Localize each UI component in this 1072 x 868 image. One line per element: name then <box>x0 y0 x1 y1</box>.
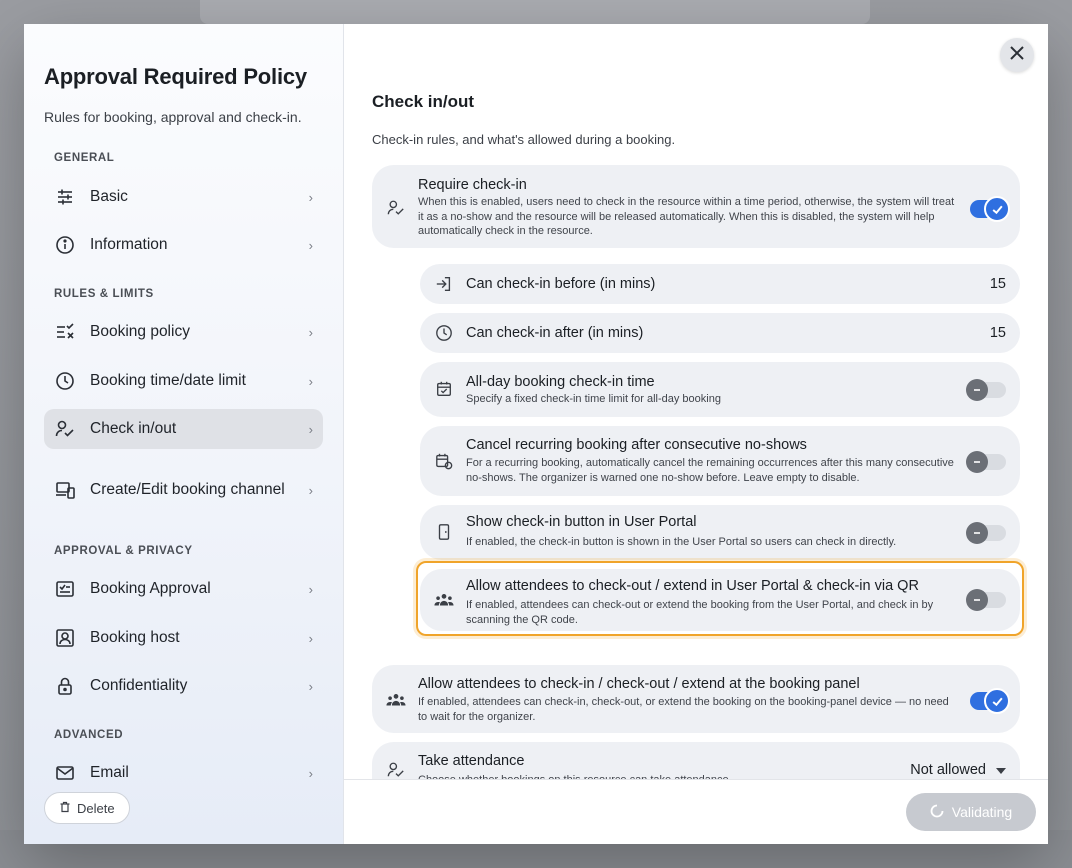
chevron-right-icon: › <box>308 678 313 694</box>
chevron-right-icon: › <box>308 765 313 781</box>
policy-subtitle: Rules for booking, approval and check-in. <box>44 109 302 125</box>
setting-show-check-in-button <box>420 505 1020 560</box>
sidebar-item-label: Check in/out <box>90 420 177 437</box>
page-title: Check in/out <box>372 92 475 111</box>
chevron-right-icon: › <box>308 581 313 597</box>
clock-icon <box>54 370 76 392</box>
policy-title: Approval Required Policy <box>44 64 307 89</box>
toggle-show-check-in-button[interactable] <box>970 525 1006 541</box>
setting-title: Can check-in before (in mins) <box>466 276 656 292</box>
calendar-repeat-icon <box>434 451 454 471</box>
sidebar-item-label: Email <box>90 764 129 781</box>
setting-check-in-after[interactable] <box>420 313 1020 353</box>
main-panel <box>344 24 1048 844</box>
delete-button[interactable] <box>44 792 130 824</box>
section-general: GENERAL <box>54 152 115 164</box>
sidebar-item-label: Confidentiality <box>90 677 188 694</box>
chevron-right-icon: › <box>308 373 313 389</box>
user-check-icon <box>386 760 406 780</box>
sidebar-item-booking-approval[interactable] <box>44 569 323 609</box>
section-approval-privacy: APPROVAL & PRIVACY <box>54 545 193 557</box>
setting-description: When this is enabled, users need to check in the resource within a time period, otherwise, the system will treat it as a no-show and the resource will be released automatically. When this is disabled, the system will help automatically check in the resource. <box>418 196 955 237</box>
attendance-select-value: Not allowed <box>910 762 986 778</box>
phone-icon <box>434 522 454 542</box>
setting-title: All-day booking check-in time <box>466 374 655 390</box>
chevron-right-icon: › <box>308 630 313 646</box>
page-description: Check-in rules, and what's allowed during a booking. <box>372 132 676 147</box>
setting-description: If enabled, attendees can check-out or extend the booking from the User Portal, and check in by scanning the QR code. <box>466 599 934 626</box>
setting-title: Allow attendees to check-out / extend in User Portal & check-in via QR <box>466 578 919 594</box>
sidebar <box>24 24 344 844</box>
setting-value[interactable]: 15 <box>989 276 1006 292</box>
background-search <box>200 0 870 24</box>
validating-label: Validating <box>951 804 1013 820</box>
chevron-right-icon: › <box>308 421 313 437</box>
sidebar-item-label: Basic <box>90 188 128 205</box>
modal-footer <box>344 779 1048 844</box>
sidebar-item-label: Booking host <box>90 629 180 646</box>
clock-icon <box>434 323 454 343</box>
sidebar-item-label: Booking policy <box>90 323 190 340</box>
sidebar-item-basic[interactable] <box>44 177 323 217</box>
sidebar-item-label: Booking time/date limit <box>90 372 246 389</box>
approval-icon <box>54 578 76 600</box>
setting-value[interactable]: 15 <box>989 325 1006 341</box>
sidebar-item-booking-policy[interactable] <box>44 312 323 352</box>
setting-all-day-check-in <box>420 362 1020 417</box>
delete-label: Delete <box>77 800 115 816</box>
settings-scroll-area[interactable] <box>344 24 1048 779</box>
trash-icon <box>59 801 71 816</box>
people-icon <box>386 690 406 710</box>
toggle-require-check-in[interactable] <box>970 200 1006 218</box>
toggle-all-day-check-in[interactable] <box>970 382 1006 398</box>
chevron-right-icon: › <box>308 189 313 205</box>
sidebar-item-information[interactable] <box>44 225 323 265</box>
toggle-attendees-booking-panel[interactable] <box>970 692 1006 710</box>
attendance-select[interactable] <box>910 762 1006 778</box>
setting-title: Take attendance <box>418 753 525 769</box>
section-advanced: ADVANCED <box>54 729 124 741</box>
info-icon <box>54 234 76 256</box>
setting-title: Can check-in after (in mins) <box>466 325 644 341</box>
sidebar-item-check-in-out[interactable] <box>44 409 323 449</box>
setting-description: If enabled, the check-in button is shown in the User Portal so users can check in directly. <box>466 536 897 548</box>
policy-modal <box>24 24 1048 844</box>
sidebar-item-label: Information <box>90 236 168 253</box>
section-rules-limits: RULES & LIMITS <box>54 288 154 300</box>
caret-down-icon <box>996 762 1006 778</box>
setting-title: Cancel recurring booking after consecutive no-shows <box>466 437 807 453</box>
devices-icon <box>54 479 76 501</box>
setting-title: Allow attendees to check-in / check-out / extend at the booking panel <box>418 676 860 692</box>
sidebar-item-confidentiality[interactable] <box>44 666 323 706</box>
user-check-icon <box>386 198 406 218</box>
toggle-cancel-recurring[interactable] <box>970 454 1006 470</box>
close-button[interactable] <box>1000 38 1034 72</box>
sidebar-item-booking-channel[interactable] <box>44 458 323 522</box>
setting-attendees-booking-panel <box>372 665 1020 733</box>
sidebar-item-label: Create/Edit booking channel <box>90 481 285 498</box>
setting-title: Require check-in <box>418 177 527 193</box>
mail-icon <box>54 762 76 784</box>
sidebar-item-email[interactable] <box>44 753 323 793</box>
user-check-icon <box>54 418 76 440</box>
close-icon <box>1009 45 1025 66</box>
spinner-icon <box>930 804 944 821</box>
setting-description: Specify a fixed check-in time limit for all-day booking <box>466 393 721 405</box>
host-icon <box>54 627 76 649</box>
setting-cancel-recurring <box>420 426 1020 496</box>
setting-check-in-before[interactable] <box>420 264 1020 304</box>
highlight-focus-ring <box>416 561 1024 636</box>
list-check-icon <box>54 321 76 343</box>
sidebar-item-booking-time[interactable] <box>44 361 323 401</box>
lock-icon <box>54 675 76 697</box>
chevron-right-icon: › <box>308 324 313 340</box>
calendar-check-icon <box>434 379 454 399</box>
sidebar-item-booking-host[interactable] <box>44 618 323 658</box>
validating-button[interactable] <box>906 793 1036 831</box>
sign-in-icon <box>434 274 454 294</box>
setting-description: If enabled, attendees can check-in, check-out, or extend the booking on the booking-panel device — no need to wait for the organizer. <box>418 696 949 723</box>
sidebar-item-label: Booking Approval <box>90 580 211 597</box>
setting-description: For a recurring booking, automatically cancel the remaining occurrences after this many consecutive no-shows. The organizer is warned one no-show before. Leave empty to disable. <box>466 457 954 484</box>
sliders-icon <box>54 186 76 208</box>
setting-require-check-in <box>372 165 1020 248</box>
chevron-right-icon: › <box>308 482 313 498</box>
chevron-right-icon: › <box>308 237 313 253</box>
setting-title: Show check-in button in User Portal <box>466 514 697 530</box>
